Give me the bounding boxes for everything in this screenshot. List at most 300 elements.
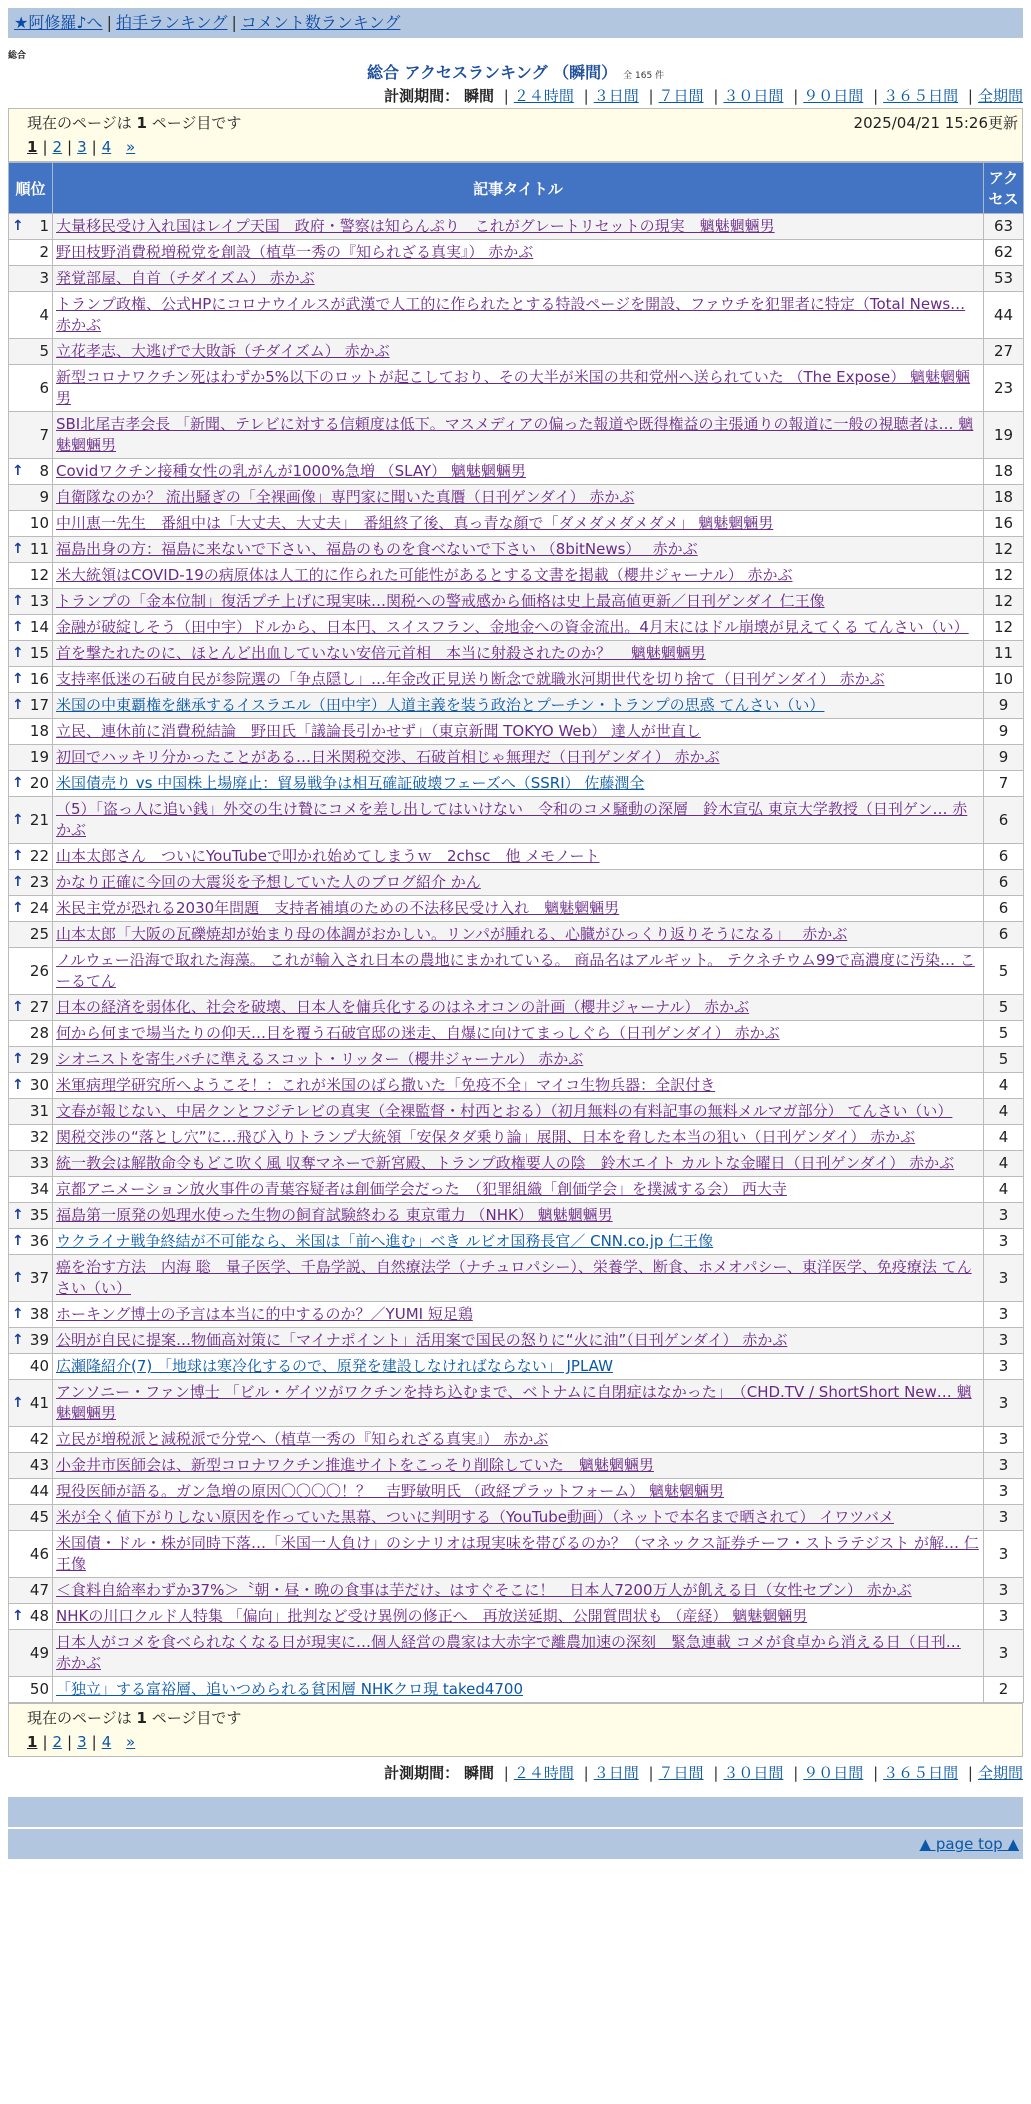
- table-row: [9, 870, 1024, 896]
- access-count: 4: [984, 1177, 1024, 1203]
- article-title-link[interactable]: 現役医師が語る。ガン急増の原因〇〇〇〇！？ 吉野敏明氏 （政経プラットフォーム） 魑魅魍魎男: [56, 1482, 725, 1500]
- table-row: [9, 1099, 1024, 1125]
- page-link-4[interactable]: 4: [101, 138, 112, 156]
- table-row: [9, 1604, 1024, 1630]
- rank-cell: [9, 1630, 53, 1677]
- article-title-link[interactable]: 米国の中東覇権を継承するイスラエル（田中宇）人道主義を装う政治とプーチン・トランプの思惑 てんさい（い）: [56, 696, 825, 714]
- article-title-link[interactable]: 福島出身の方：福島に来ないで下さい、福島のものを食べないで下さい （8bitNews） 赤かぶ: [56, 540, 698, 558]
- rank-number: 41: [29, 1393, 49, 1412]
- article-title-link[interactable]: 米大統領はCOVID-19の病原体は人工的に作られた可能性があるとする文書を掲載（櫻井ジャーナル） 赤かぶ: [56, 566, 793, 584]
- rank-cell: [9, 1099, 53, 1125]
- title-cell: [53, 1302, 984, 1328]
- rank-cell: [9, 412, 53, 459]
- rank-cell: [9, 1125, 53, 1151]
- article-title-link[interactable]: 米軍病理学研究所へようこそ！：これが米国のばら撒いた「免疫不全」マイコ生物兵器：全訳付き: [56, 1076, 716, 1094]
- rank-number: 27: [29, 998, 49, 1016]
- rank-number: 48: [29, 1607, 49, 1625]
- table-row: [9, 922, 1024, 948]
- period-separator: |: [648, 1764, 654, 1782]
- rank-number: 36: [29, 1232, 49, 1250]
- article-title-link[interactable]: 大量移民受け入れ国はレイプ天国 政府・警察は知らんぷり これがグレートリセットの現実 魑魅魍魎男: [56, 217, 775, 235]
- title-cell: [53, 641, 984, 667]
- period-separator: |: [967, 1764, 973, 1782]
- rank-number: 46: [29, 1544, 49, 1563]
- title-cell: [53, 1578, 984, 1604]
- access-count: 3: [984, 1255, 1024, 1302]
- title-cell: [53, 1354, 984, 1380]
- title-cell: [53, 615, 984, 641]
- table-row: [9, 292, 1024, 339]
- table-row: [9, 459, 1024, 485]
- comment-ranking-link[interactable]: コメント数ランキング: [240, 13, 401, 32]
- rank-number: 40: [29, 1357, 49, 1375]
- article-title-link[interactable]: 新型コロナワクチン死はわずか5%以下のロットが起こしており、その大半が米国の共和党州へ送られていた （The Expose） 魑魅魍魎男: [56, 368, 971, 407]
- period-separator: |: [583, 1764, 589, 1782]
- rank-number: 2: [39, 243, 49, 261]
- access-count: 9: [984, 693, 1024, 719]
- rank-cell: [9, 1021, 53, 1047]
- page-top-link[interactable]: ▲ page top ▲: [919, 1835, 1019, 1853]
- table-row: [9, 615, 1024, 641]
- table-row: [9, 1354, 1024, 1380]
- title-cell: [53, 266, 984, 292]
- ranking-rows: [9, 214, 1024, 1703]
- access-count: 9: [984, 719, 1024, 745]
- rank-cell: [9, 1479, 53, 1505]
- access-count: 3: [984, 1203, 1024, 1229]
- period-30d[interactable]: ３０日間: [723, 1764, 784, 1782]
- period-24h[interactable]: ２４時間: [513, 1764, 574, 1782]
- article-title-link[interactable]: NHKの川口クルド人特集 「偏向」批判など受け異例の修正へ 再放送延期、公開質問状も （産経） 魑魅魍魎男: [56, 1607, 808, 1625]
- period-separator: |: [503, 87, 509, 105]
- title-cell: [53, 240, 984, 266]
- arrow-up-icon: ↑: [12, 697, 24, 713]
- rank-number: 24: [29, 899, 49, 917]
- table-row: [9, 1453, 1024, 1479]
- period-separator: |: [793, 1764, 799, 1782]
- table-row: [9, 240, 1024, 266]
- article-title-link[interactable]: 米が全く値下がりしない原因を作っていた黒幕、ついに判明する（YouTube動画）（ネットで本名まで晒されて） イワツバメ: [56, 1508, 894, 1526]
- current-page-number: 1: [136, 114, 147, 132]
- table-row: [9, 1021, 1024, 1047]
- access-count: 12: [984, 589, 1024, 615]
- access-count: 4: [984, 1073, 1024, 1099]
- access-count: 3: [984, 1604, 1024, 1630]
- home-link[interactable]: ★阿修羅♪へ: [14, 13, 103, 32]
- title-cell: [53, 485, 984, 511]
- access-count: 3: [984, 1302, 1024, 1328]
- page-separator: |: [67, 1733, 73, 1751]
- title-cell: [53, 922, 984, 948]
- period-all[interactable]: 全期間: [977, 1764, 1023, 1782]
- arrow-up-icon: ↑: [12, 593, 24, 609]
- arrow-up-icon: ↑: [12, 1608, 24, 1624]
- table-row: [9, 745, 1024, 771]
- article-title-link[interactable]: 支持率低迷の石破自民が参院選の「争点隠し」…年金改正見送り断念で就職氷河期世代を切り捨て（日刊ゲンダイ） 赤かぶ: [56, 670, 885, 688]
- top-nav-bar: [8, 8, 1023, 38]
- table-row: [9, 1479, 1024, 1505]
- period-separator: |: [713, 1764, 719, 1782]
- article-title-link[interactable]: 発覚部屋、自首（チダイズム） 赤かぶ: [56, 269, 315, 287]
- page-link-2[interactable]: 2: [52, 1733, 63, 1751]
- current-page-text: [27, 111, 241, 135]
- article-title-link[interactable]: 統一教会は解散命令もどこ吹く風 収奪マネーで新宮殿、トランプ政権要人の陰 鈴木エイト カルトな金曜日（日刊ゲンダイ） 赤かぶ: [56, 1154, 955, 1172]
- table-row: [9, 511, 1024, 537]
- period-365d[interactable]: ３６５日間: [883, 87, 959, 105]
- rank-number: 37: [29, 1268, 49, 1287]
- article-title-link[interactable]: 日本の経済を弱体化、社会を破壊、日本人を傭兵化するのはネオコンの計画（櫻井ジャーナル） 赤かぶ: [56, 998, 750, 1016]
- table-row: [9, 1630, 1024, 1677]
- page-link-1[interactable]: 1: [27, 1733, 38, 1751]
- header-access: アクセス: [984, 163, 1024, 214]
- rank-number: 22: [29, 847, 49, 865]
- article-title-link[interactable]: ホーキング博士の予言は本当に的中するのか？／YUMI 短足鶏: [56, 1305, 473, 1323]
- rank-cell: [9, 1302, 53, 1328]
- article-title-link[interactable]: 何から何まで場当たりの仰天…目を覆う石破官邸の迷走、自爆に向けてまっしぐら（日刊ゲンダイ） 赤かぶ: [56, 1024, 780, 1042]
- rank-cell: [9, 667, 53, 693]
- rank-number: 4: [39, 305, 49, 324]
- period-separator: |: [873, 1764, 879, 1782]
- article-title-link[interactable]: （5）「盗っ人に追い銭」外交の生け贄にコメを差し出してはいけない 令和のコメ騒動の深層 鈴木宣弘 東京大学教授（日刊ゲン… 赤かぶ: [56, 800, 968, 839]
- article-title-link[interactable]: かなり正確に今回の大震災を予想していた人のブログ紹介 かん: [56, 873, 481, 891]
- title-cell: [53, 844, 984, 870]
- period-separator: |: [648, 87, 654, 105]
- table-row: [9, 1505, 1024, 1531]
- updated-time: 2025/04/21 15:26更新: [853, 114, 1018, 132]
- title-cell: [53, 339, 984, 365]
- title-cell: [53, 1505, 984, 1531]
- rank-cell: [9, 1531, 53, 1578]
- page-separator: |: [91, 1733, 97, 1751]
- title-cell: [53, 896, 984, 922]
- article-title-link[interactable]: ウクライナ戦争終結が不可能なら、米国は「前へ進む」べき ルビオ国務長官／ CNN.co.jp 仁王像: [56, 1232, 714, 1250]
- table-row: [9, 995, 1024, 1021]
- access-count: 3: [984, 1479, 1024, 1505]
- article-title-link[interactable]: 日本人がコメを食べられなくなる日が現実に…個人経営の農家は大赤字で離農加速の深刻 緊急連載 コメが食卓から消える日（日刊… 赤かぶ: [56, 1633, 961, 1672]
- period-separator: |: [503, 1764, 509, 1782]
- rank-cell: [9, 615, 53, 641]
- access-count: 11: [984, 641, 1024, 667]
- arrow-up-icon: ↑: [12, 999, 24, 1015]
- rank-number: 17: [29, 696, 49, 714]
- table-row: [9, 948, 1024, 995]
- rank-number: 5: [39, 342, 49, 360]
- rank-number: 50: [29, 1680, 49, 1698]
- article-title-link[interactable]: SBI北尾吉孝会長 「新聞、テレビに対する信頼度は低下。マスメディアの偏った報道や既得権益の主張通りの報道に一般の視聴者は… 魑魅魍魎男: [56, 415, 974, 454]
- rank-cell: [9, 1203, 53, 1229]
- table-row: [9, 563, 1024, 589]
- period-label: 計測期間：: [384, 87, 460, 105]
- rank-cell: [9, 1229, 53, 1255]
- page-links-bottom: [27, 1730, 1018, 1754]
- table-row: [9, 1047, 1024, 1073]
- rank-number: 25: [29, 925, 49, 943]
- title-cell: [53, 511, 984, 537]
- article-title-link[interactable]: 関税交渉の“落とし穴”に…飛び入りトランプ大統領「安保タダ乗り論」展開、日本を脅した本当の狙い（日刊ゲンダイ） 赤かぶ: [56, 1128, 916, 1146]
- article-title-link[interactable]: 文春が報じない、中居クンとフジテレビの真実（全裸監督・村西とおる）（初月無料の有料記事の無料メルマガ部分） てんさい（い）: [56, 1102, 953, 1120]
- article-title-link[interactable]: 公明が自民に提案…物価高対策に「マイナポイント」活用案で国民の怒りに“火に油”（日刊ゲンダイ） 赤かぶ: [56, 1331, 788, 1349]
- article-title-link[interactable]: 野田枝野消費税増税党を創設（植草一秀の『知られざる真実』） 赤かぶ: [56, 243, 534, 261]
- current-page-pre: 現在のページは: [27, 114, 132, 132]
- arrow-up-icon: ↑: [12, 874, 24, 890]
- pager-top: [8, 108, 1023, 162]
- access-count: 3: [984, 1630, 1024, 1677]
- rank-cell: [9, 1047, 53, 1073]
- article-title-link[interactable]: 金融が破綻しそう（田中宇）ドルから、日本円、スイスフラン、金地金への資金流出。4月末にはドル崩壊が見えてくる てんさい（い）: [56, 618, 969, 636]
- rank-cell: [9, 870, 53, 896]
- access-count: 62: [984, 240, 1024, 266]
- rank-cell: [9, 719, 53, 745]
- arrow-up-icon: ↑: [12, 775, 24, 791]
- table-row: [9, 537, 1024, 563]
- rank-number: 47: [29, 1581, 49, 1599]
- rank-number: 38: [29, 1305, 49, 1323]
- article-title-link[interactable]: トランプ政権、公式HPにコロナウイルスが武漢で人工的に作られたとする特設ページを開設、ファウチを犯罪者に特定（Total News… 赤かぶ: [56, 295, 966, 334]
- current-page-number: 1: [136, 1709, 147, 1727]
- title-cell: [53, 365, 984, 412]
- rank-number: 44: [29, 1482, 49, 1500]
- current-page-post: ページ目です: [151, 1709, 242, 1727]
- access-count: 4: [984, 1151, 1024, 1177]
- period-365d[interactable]: ３６５日間: [883, 1764, 959, 1782]
- title-cell: [53, 745, 984, 771]
- rank-number: 6: [39, 378, 49, 397]
- rank-cell: [9, 214, 53, 240]
- rank-cell: [9, 1073, 53, 1099]
- title-cell: [53, 1099, 984, 1125]
- arrow-up-icon: ↑: [12, 848, 24, 864]
- page-next[interactable]: »: [126, 1733, 136, 1751]
- rank-cell: [9, 240, 53, 266]
- page-separator: |: [42, 138, 48, 156]
- article-title-link[interactable]: アンソニー・ファン博士 「ビル・ゲイツがワクチンを持ち込むまで、ベトナムに自閉症はなかった」 （CHD.TV / ShortShort New… 魑魅魍魎男: [56, 1383, 972, 1422]
- rank-cell: [9, 1604, 53, 1630]
- page-separator: |: [91, 138, 97, 156]
- period-24h[interactable]: ２４時間: [513, 87, 574, 105]
- page-spacer: [116, 1733, 121, 1751]
- article-title-link[interactable]: 初回でハッキリ分かったことがある…日米関税交渉、石破首相じゃ無理だ（日刊ゲンダイ） 赤かぶ: [56, 748, 720, 766]
- header-rank: 順位: [9, 163, 53, 214]
- table-row: [9, 1203, 1024, 1229]
- rank-number: 30: [29, 1076, 49, 1094]
- total-count: 全 165 件: [623, 71, 665, 81]
- access-count: 12: [984, 537, 1024, 563]
- table-row: [9, 1229, 1024, 1255]
- period-selector-top: [8, 84, 1023, 108]
- period-7d[interactable]: ７日間: [658, 87, 704, 105]
- article-title-link[interactable]: 山本太郎「大阪の瓦礫焼却が始まり母の体調がおかしい。リンパが腫れる、心臓がひっくり返りそうになる」 赤かぶ: [56, 925, 848, 943]
- title-cell: [53, 1151, 984, 1177]
- article-title-link[interactable]: 立民が増税派と減税派で分党へ（植草一秀の『知られざる真実』） 赤かぶ: [56, 1430, 549, 1448]
- arrow-up-icon: ↑: [12, 900, 24, 916]
- rank-cell: [9, 1177, 53, 1203]
- arrow-up-icon: ↑: [12, 1207, 24, 1223]
- article-title-link[interactable]: トランプの「金本位制」復活プチ上げに現実味…関税への警戒感から価格は史上最高値更新／日刊ゲンダイ 仁王像: [56, 592, 825, 610]
- rank-cell: [9, 1505, 53, 1531]
- table-row: [9, 1328, 1024, 1354]
- table-row: [9, 1427, 1024, 1453]
- clap-ranking-link[interactable]: 拍手ランキング: [115, 13, 228, 32]
- article-title-link[interactable]: 米国債売り vs 中国株上場廃止：貿易戦争は相互確証破壊フェーズへ（SSRI） 佐藤潤全: [56, 774, 645, 792]
- rank-cell: [9, 693, 53, 719]
- article-title-link[interactable]: Covidワクチン接種女性の乳がんが1000%急増 （SLAY） 魑魅魍魎男: [56, 462, 526, 480]
- period-90d[interactable]: ９０日間: [803, 1764, 864, 1782]
- article-title-link[interactable]: 米国債・ドル・株が同時下落…「米国一人負け」のシナリオは現実味を帯びるのか？（マネックス証券チーフ・ストラテジスト が解… 仁王像: [56, 1534, 979, 1573]
- access-count: 4: [984, 1099, 1024, 1125]
- title-cell: [53, 1203, 984, 1229]
- title-cell: [53, 1380, 984, 1427]
- rank-cell: [9, 266, 53, 292]
- period-3d[interactable]: ３日間: [593, 87, 639, 105]
- rank-number: 11: [29, 540, 49, 558]
- access-count: 3: [984, 1505, 1024, 1531]
- rank-number: 20: [29, 774, 49, 792]
- page-link-3[interactable]: 3: [77, 138, 87, 156]
- rank-number: 3: [39, 269, 49, 287]
- title-cell: [53, 1328, 984, 1354]
- article-title-link[interactable]: 中川恵一先生 番組中は「大丈夫、大丈夫」 番組終了後、真っ青な顔で「ダメダメダメダメ」 魑魅魍魎男: [56, 514, 774, 532]
- page-link-4[interactable]: 4: [101, 1733, 112, 1751]
- table-row: [9, 844, 1024, 870]
- page-link-3[interactable]: 3: [77, 1733, 87, 1751]
- rank-number: 49: [29, 1643, 49, 1662]
- rank-number: 28: [29, 1024, 49, 1042]
- rank-cell: [9, 641, 53, 667]
- access-count: 7: [984, 771, 1024, 797]
- period-7d[interactable]: ７日間: [658, 1764, 704, 1782]
- rank-number: 14: [29, 618, 49, 636]
- table-row: [9, 485, 1024, 511]
- rank-cell: [9, 365, 53, 412]
- table-row: [9, 1677, 1024, 1703]
- title-cell: [53, 1229, 984, 1255]
- rank-number: 9: [39, 488, 49, 506]
- header-title: 記事タイトル: [53, 163, 984, 214]
- article-title-link[interactable]: ノルウェー沿海で取れた海藻。 これが輸入され日本の農地にまかれている。 商品名はアルギット。 テクネチウム99で高濃度に汚染… こーるてん: [56, 951, 975, 990]
- article-title-link[interactable]: 京都アニメーション放火事件の青葉容疑者は創価学会だった （犯罪組織「創価学会」を撲滅する会） 西大寺: [56, 1180, 787, 1198]
- table-row: [9, 1125, 1024, 1151]
- rank-number: 32: [29, 1128, 49, 1146]
- title-cell: [53, 1021, 984, 1047]
- period-3d[interactable]: ３日間: [593, 1764, 639, 1782]
- period-30d[interactable]: ３０日間: [723, 87, 784, 105]
- article-title-link[interactable]: 自衛隊なのか？ 流出騒ぎの「全裸画像」専門家に聞いた真贋（日刊ゲンダイ） 赤かぶ: [56, 488, 635, 506]
- title-cell: [53, 693, 984, 719]
- title-cell: [53, 1453, 984, 1479]
- article-title-link[interactable]: シオニストを寄生バチに準えるスコット・リッター（櫻井ジャーナル） 赤かぶ: [56, 1050, 584, 1068]
- rank-number: 10: [29, 514, 49, 532]
- title-cell: [53, 1604, 984, 1630]
- article-title-link[interactable]: 立花孝志、大逃げで大敗訴（チダイズム） 赤かぶ: [56, 342, 390, 360]
- page-link-1[interactable]: 1: [27, 138, 38, 156]
- rank-cell: [9, 797, 53, 844]
- page-spacer: [116, 138, 121, 156]
- arrow-up-icon: ↑: [12, 1077, 24, 1093]
- access-count: 3: [984, 1354, 1024, 1380]
- article-title-link[interactable]: ＜食料自給率わずか37%＞〝朝・昼・晩の食事は芋だけ〟はすぐそこに！ 日本人7200万人が飢える日（女性セブン） 赤かぶ: [56, 1581, 912, 1599]
- rank-cell: [9, 1328, 53, 1354]
- rank-number: 16: [29, 670, 49, 688]
- period-separator: |: [873, 87, 879, 105]
- nav-separator: |: [106, 13, 112, 32]
- arrow-up-icon: ↑: [12, 218, 24, 234]
- article-title-link[interactable]: 立民、連休前に消費税結論 野田氏「議論長引かせず」（東京新聞 TOKYO Web） 達人が世直し: [56, 722, 701, 740]
- arrow-up-icon: ↑: [12, 1306, 24, 1322]
- table-row: [9, 797, 1024, 844]
- arrow-up-icon: ↑: [12, 541, 24, 557]
- title-cell: [53, 1479, 984, 1505]
- access-count: 3: [984, 1453, 1024, 1479]
- access-count: 3: [984, 1578, 1024, 1604]
- access-count: 3: [984, 1380, 1024, 1427]
- title-cell: [53, 719, 984, 745]
- rank-cell: [9, 511, 53, 537]
- table-row: [9, 1302, 1024, 1328]
- title-cell: [53, 1073, 984, 1099]
- rank-number: 35: [29, 1206, 49, 1224]
- article-title-link[interactable]: 小金井市医師会は、新型コロナワクチン推進サイトをこっそり削除していた 魑魅魍魎男: [56, 1456, 654, 1474]
- table-row: [9, 1177, 1024, 1203]
- rank-number: 21: [29, 810, 49, 829]
- nav-separator: |: [231, 13, 237, 32]
- period-90d[interactable]: ９０日間: [803, 87, 864, 105]
- current-page-pre: 現在のページは: [27, 1709, 132, 1727]
- rank-cell: [9, 1427, 53, 1453]
- period-selector-bottom: [8, 1761, 1023, 1785]
- rank-number: 15: [29, 644, 49, 662]
- arrow-up-icon: ↑: [12, 619, 24, 635]
- period-separator: |: [583, 87, 589, 105]
- page-link-2[interactable]: 2: [52, 138, 63, 156]
- rank-cell: [9, 922, 53, 948]
- article-title-link[interactable]: 米民主党が恐れる2030年問題 支持者補填のための不法移民受け入れ 魑魅魍魎男: [56, 899, 620, 917]
- rank-cell: [9, 292, 53, 339]
- period-separator: |: [713, 87, 719, 105]
- table-row: [9, 1578, 1024, 1604]
- title-cell: [53, 1177, 984, 1203]
- table-row: [9, 1531, 1024, 1578]
- period-all[interactable]: 全期間: [977, 87, 1023, 105]
- rank-number: 33: [29, 1154, 49, 1172]
- article-title-link[interactable]: 首を撃たれたのに、ほとんど出血していない安倍元首相 本当に射殺されたのか？ 魑魅魍魎男: [56, 644, 706, 662]
- access-count: 5: [984, 995, 1024, 1021]
- rank-cell: [9, 995, 53, 1021]
- title-cell: [53, 1531, 984, 1578]
- article-title-link[interactable]: 山本太郎さん ついにYouTubeで叩かれ始めてしまうｗ 2chsc 他 メモノート: [56, 847, 600, 865]
- title-cell: [53, 589, 984, 615]
- title-cell: [53, 1630, 984, 1677]
- title-cell: [53, 1255, 984, 1302]
- article-title-link[interactable]: 癌を治す方法 内海 聡 量子医学、千島学説、自然療法学（ナチュロパシー）、栄養学、断食、ホメオパシー、東洋医学、免疫療法 てんさい（い）: [56, 1258, 972, 1297]
- rank-number: 43: [29, 1456, 49, 1474]
- page-next[interactable]: »: [126, 138, 136, 156]
- rank-number: 12: [29, 566, 49, 584]
- article-title-link[interactable]: 広瀬隆紹介(7) 「地球は寒冷化するので、原発を建設しなければならない」 JPLAW: [56, 1357, 613, 1375]
- rank-cell: [9, 771, 53, 797]
- table-row: [9, 667, 1024, 693]
- rank-cell: [9, 563, 53, 589]
- page-separator: |: [42, 1733, 48, 1751]
- article-title-link[interactable]: 「独立」する富裕層、追いつめられる貧困層 NHKクロ現 taked4700: [56, 1680, 524, 1698]
- article-title-link[interactable]: 福島第一原発の処理水使った生物の飼育試験終わる 東京電力 （NHK） 魑魅魍魎男: [56, 1206, 613, 1224]
- access-count: 44: [984, 292, 1024, 339]
- table-row: [9, 771, 1024, 797]
- title-cell: [53, 1677, 984, 1703]
- rank-number: 1: [39, 217, 49, 235]
- title-cell: [53, 412, 984, 459]
- access-count: 63: [984, 214, 1024, 240]
- title-cell: [53, 563, 984, 589]
